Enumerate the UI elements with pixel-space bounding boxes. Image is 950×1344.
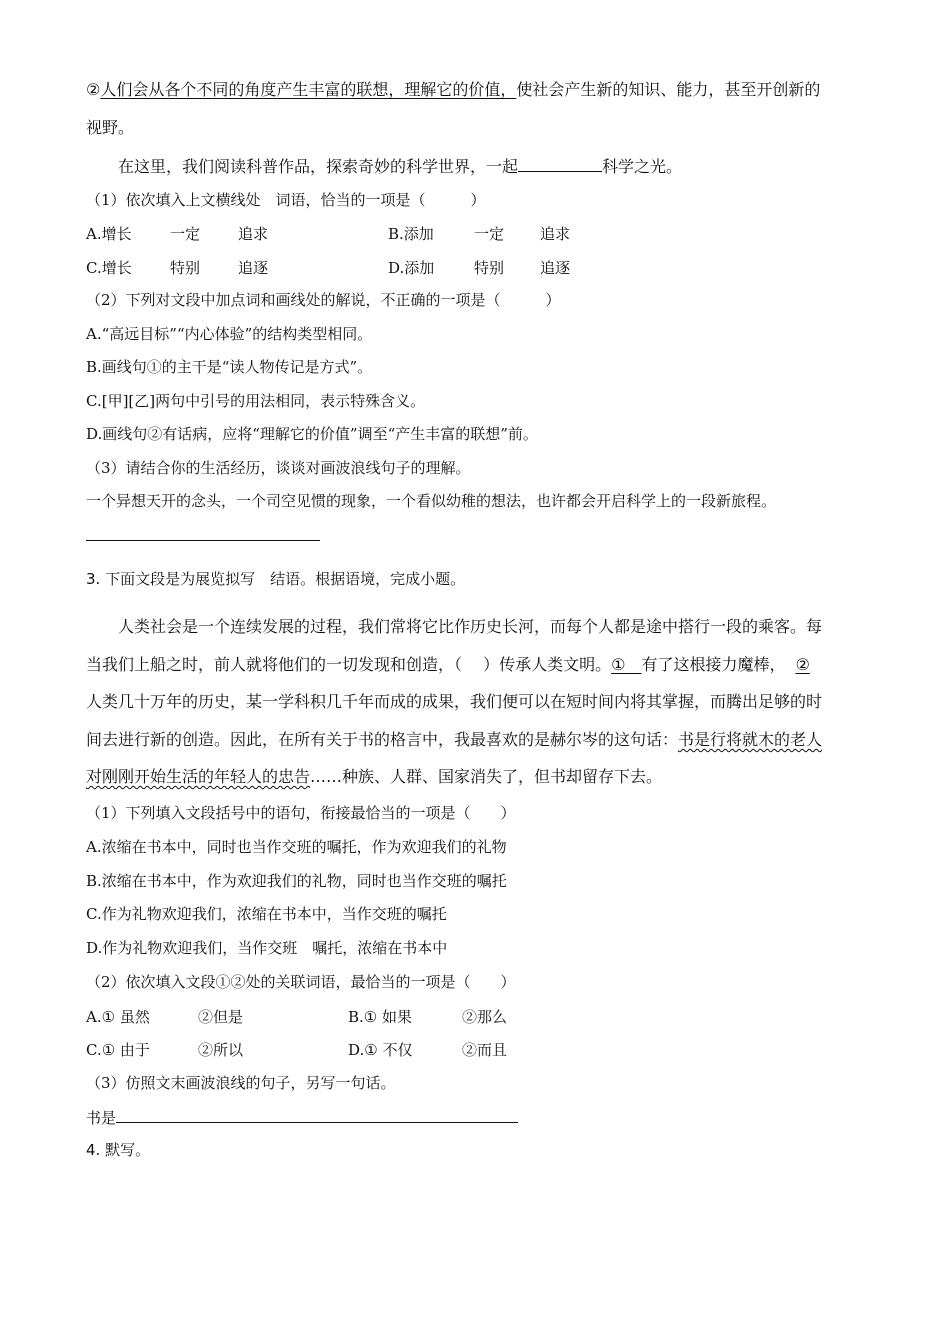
s3q2-option-c: C.① 由于 ②所以: [86, 1041, 244, 1059]
fill-blank-line: [518, 155, 602, 172]
s3q1-stem: （1）下列填入文段括号中的语句，衔接最恰当的一项是（ ）: [86, 804, 516, 822]
s3q1-option-a: A.浓缩在书本中，同时也当作交班的嘱托，作为欢迎我们的礼物: [86, 838, 507, 856]
q3-stem: （3）请结合你的生活经历，谈谈对画波浪线句子的理解。: [86, 459, 471, 477]
q3-sentence: 一个异想天开的念头，一个司空见惯的现象，一个看似幼稚的想法，也许都会开启科学上的一段新旅程。: [86, 492, 777, 510]
section-3-heading: 3. 下面文段是为展览拟写 结语。根据语境，完成小题。: [86, 570, 466, 588]
s3q1-option-c: C.作为礼物欢迎我们，浓缩在书本中，当作交班的嘱托: [86, 905, 447, 923]
q1-option-b: B.添加 一定 追求: [388, 225, 571, 243]
q1-option-c: C.增长 特别 追逐: [86, 259, 269, 277]
q1-option-d: D.添加 特别 追逐: [388, 259, 571, 277]
s3q1-option-d: D.作为礼物欢迎我们，当作交班 嘱托，浓缩在书本中: [86, 939, 448, 957]
s3q2-stem: （2）依次填入文段①②处的关联词语，最恰当的一项是（ ）: [86, 973, 516, 991]
section-3-para-line-2: 当我们上船之时，前人就将他们的一切发现和创造，（ ）传承人类文明。① 有了这根接力魔棒， ②: [86, 655, 810, 674]
section-4-heading: 4. 默写。: [86, 1141, 151, 1159]
wavy-underlined-sentence: 书是行将就木的老人: [678, 730, 823, 749]
s3q2-option-d: D.① 不仅 ②而且: [348, 1041, 508, 1059]
q2-stem: （2）下列对文段中加点词和画线处的解说，不正确的一项是（ ）: [86, 291, 561, 309]
q1-option-a: A.增长 一定 追求: [86, 225, 269, 243]
q2-option-b: B.画线句①的主干是“读人物传记是方式”。: [86, 358, 373, 376]
s3q1-option-b: B.浓缩在书本中，作为欢迎我们的礼物，同时也当作交班的嘱托: [86, 872, 507, 890]
s3q2-option-b: B.① 如果 ②那么: [348, 1008, 508, 1026]
section-3-para-line-4: 间去进行新的创造。因此，在所有关于书的格言中，我最喜欢的是赫尔岑的这句话：书是行将就木的老人: [86, 730, 823, 749]
wavy-underlined-sentence-cont: 对刚刚开始生活的年轻人的忠告: [86, 767, 311, 786]
passage-line-1: ②人们会从各个不同的角度产生丰富的联想，理解它的价值，使社会产生新的知识、能力，甚至开创新的: [86, 80, 821, 99]
q2-option-c: C.[甲][乙]两句中引号的用法相同，表示特殊含义。: [86, 392, 426, 410]
section-3-para-line-1: 人类社会是一个连续发展的过程，我们常将它比作历史长河，而每个人都是途中搭行一段的乘客。每: [118, 617, 823, 636]
q1-stem: （1）依次填入上文横线处 词语，恰当的一项是（ ）: [86, 191, 486, 209]
s3q3-answer: 书是: [86, 1106, 518, 1128]
q2-option-a: A.“高远目标”“内心体验”的结构类型相同。: [86, 325, 373, 343]
section-3-para-line-3: 人类几十万年的历史，某一学科积几千年而成的成果，我们便可以在短时间内将其掌握，而腾出足够的时: [86, 692, 823, 711]
q2-option-d: D.画线句②有话病，应将“理解它的价值”调至“产生丰富的联想”前。: [86, 425, 538, 443]
s3q2-option-a: A.① 虽然 ②但是: [86, 1008, 244, 1026]
answer-line: [86, 540, 320, 541]
passage-line-2: 视野。: [86, 118, 135, 137]
underlined-sentence-2: 人们会从各个不同的角度产生丰富的联想，理解它的价值，: [100, 80, 517, 99]
s3q3-stem: （3）仿照文末画波浪线的句子，另写一句话。: [86, 1074, 396, 1092]
section-3-para-line-5: 对刚刚开始生活的年轻人的忠告……种族、人群、国家消失了，但书却留存下去。: [86, 767, 663, 786]
passage-line-3: 在这里，我们阅读科普作品，探索奇妙的科学世界，一起 科学之光。: [118, 157, 683, 176]
answer-blank[interactable]: [116, 1106, 518, 1123]
